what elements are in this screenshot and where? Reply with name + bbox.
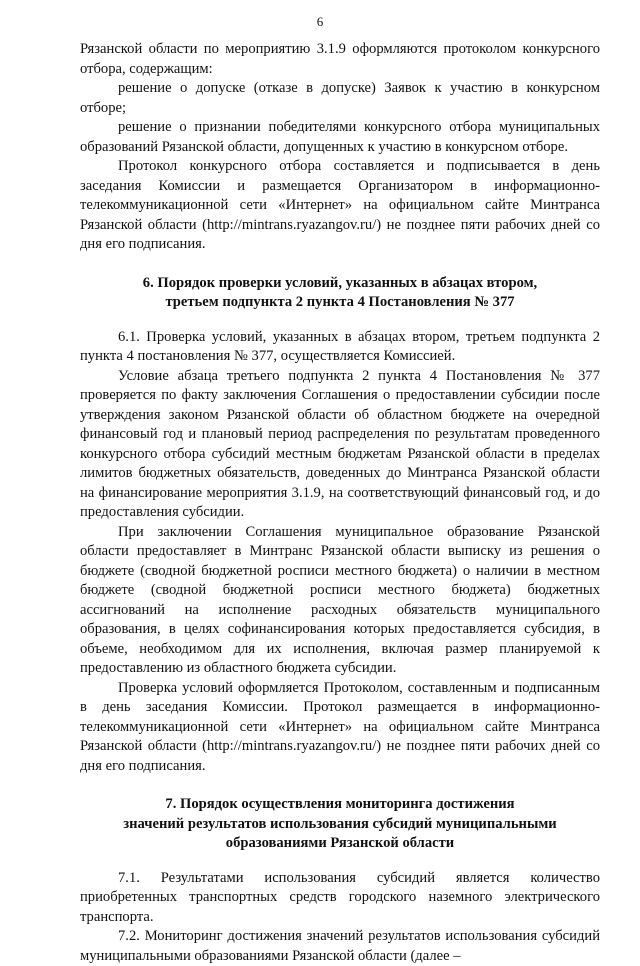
section-6-heading-line: третьем подпункта 2 пункта 4 Постановления № 377 [165, 294, 515, 310]
paragraph-7-1: 7.1. Результатами использования субсидий является количество приобретенных транспортных средств городского наземного электрического транспорта. [80, 869, 600, 925]
paragraph-protocol-intro: Рязанской области по мероприятию 3.1.9 оформляются протоколом конкурсного отбора, содержащим: [80, 41, 600, 77]
paragraph-protocol-publication: Протокол конкурсного отбора составляется и подписывается в день заседания Комиссии и размещается Организатором в информационно-телекоммуникационной сети «Интернет» на официальном сайте Минтранса Рязанской области (http://mintrans.ryazangov.ru/) не позднее пяти рабочих дней со дня его подписания. [80, 158, 600, 252]
paragraph-admission-decision: решение о допуске (отказе в допуске) Заявок к участию в конкурсном отборе; [80, 80, 600, 116]
section-7-heading-line: значений результатов использования субсидий муниципальными [123, 815, 557, 832]
page-number: 6 [316, 14, 324, 29]
section-7-heading-line: образованиями Рязанской области [225, 835, 455, 851]
paragraph-6-protocol: Проверка условий оформляется Протоколом, составленным и подписанным в день заседания Комиссии. Протокол размещается в информационно-телекоммуникационной сети «Интернет» на официальном сайте Минтранса Рязанской области (http://mintrans.ryazangov.ru/) не позднее пяти рабочих дней со дня его подписания. [80, 679, 600, 774]
paragraph-7-2: 7.2. Мониторинг достижения значений результатов использования субсидий муниципальными образованиями Рязанской области (далее – [80, 928, 600, 964]
section-7-heading [80, 795, 600, 854]
paragraph-6-budget-extract: При заключении Соглашения муниципальное образование Рязанской области предоставляет в Минтранс Рязанской области выписку из решения о бюджете (сводной бюджетной росписи местного бюджета) о наличии в местном бюджете (сводной бюджетной росписи местного бюджета) бюджетных ассигнований на исполнение расходных обязательств муниципального образования, в целях софинансирования которых предоставляется субсидия, в объеме, необходимом для их исполнения, включая размер планируемой к предоставлению из областного бюджета субсидии. [80, 523, 600, 676]
section-7-heading-line: 7. Порядок осуществления мониторинга достижения [165, 796, 515, 812]
section-6-heading [80, 274, 600, 313]
document-body [80, 40, 600, 966]
paragraph-6-1: 6.1. Проверка условий, указанных в абзацах втором, третьем подпункта 2 пункта 4 постановления № 377, осуществляется Комиссией. [80, 328, 600, 364]
paragraph-winners-decision: решение о признании победителями конкурсного отбора муниципальных образований Рязанской области, допущенных к участию в конкурсном отборе. [80, 119, 600, 155]
paragraph-6-condition-check: Условие абзаца третьего подпункта 2 пункта 4 Постановления № 377 проверяется по факту заключения Соглашения о предоставлении субсидии после утверждения законом Рязанской области об областном бюджете на очередной финансовый год и плановый период распределения по результатам проведенного конкурсного отбора субсидий местным бюджетам Рязанской области в пределах лимитов бюджетных обязательств, доведенных до Минтранса Рязанской области на финансирование мероприятия 3.1.9, на соответствующий финансовый год, и до предоставления субсидии. [80, 367, 600, 520]
section-6-heading-line: 6. Порядок проверки условий, указанных в абзацах втором, [142, 274, 538, 291]
